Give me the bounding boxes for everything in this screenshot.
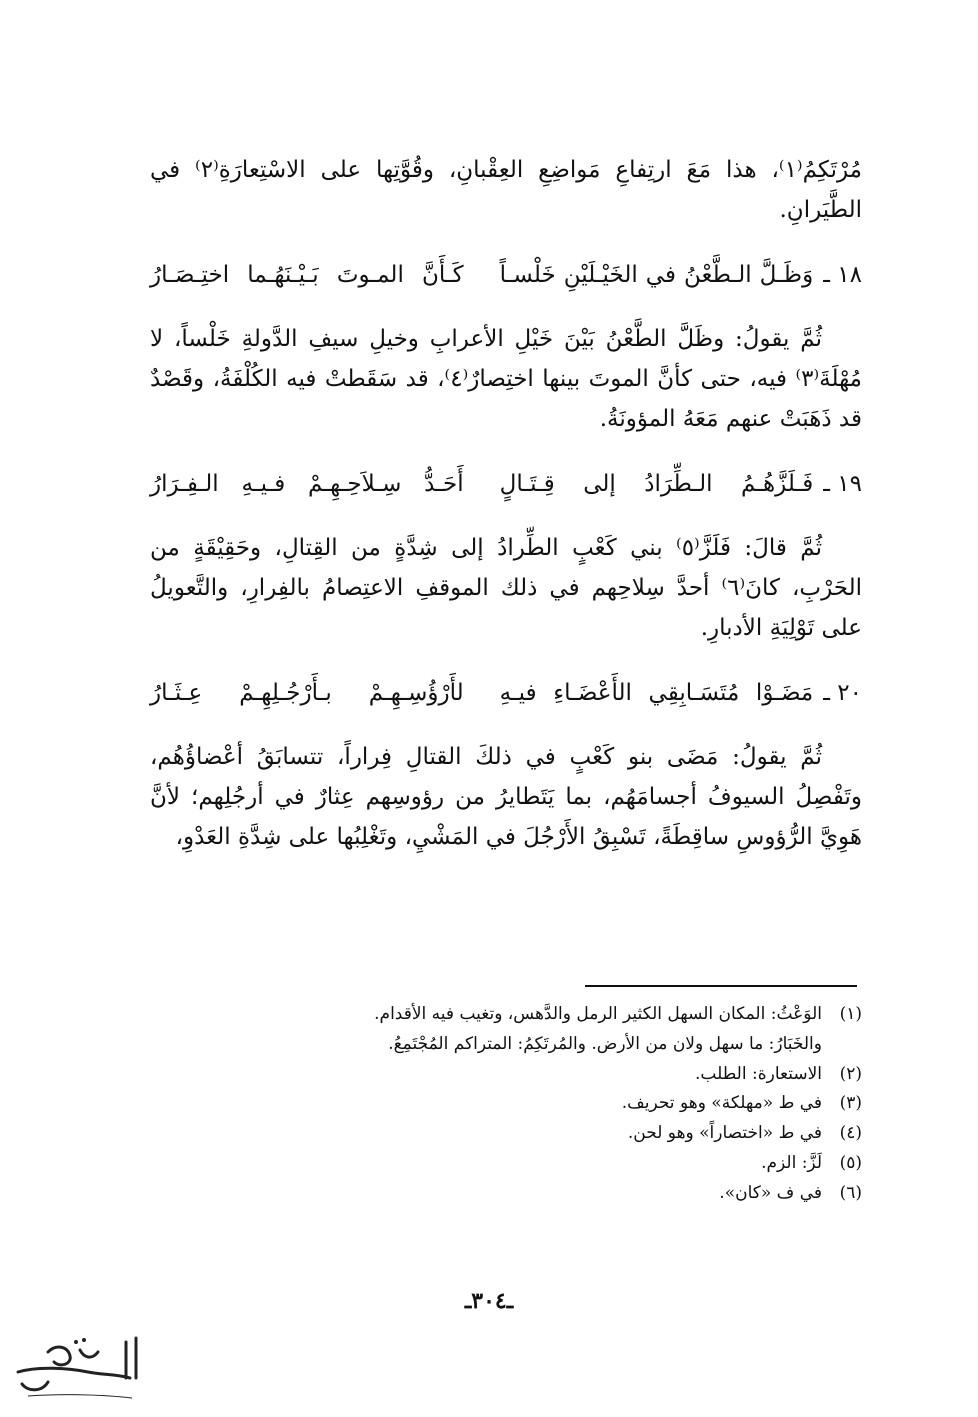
footnote — [150, 1149, 862, 1179]
footnote-text: والخَبَارُ: ما سهل ولان من الأرض. والمُرتَكِمُ: المتراكم المُجْتَمِعُ. — [388, 1033, 822, 1054]
verse-first-hemistich: فَـلَزَّهُـمُ الـطِّرَادُ إلى قِـتَـالٍ — [499, 470, 814, 497]
watermark-logo — [8, 1328, 148, 1406]
verse-20 — [150, 673, 862, 713]
footnote-text: الاستعارة: الطلب. — [695, 1063, 822, 1084]
paragraph: ثُمَّ يقولُ: مَضَى بنو كَعْبٍ في ذلكَ القتالِ فِراراً، تتسابَقُ أعْضاؤُهُم، وتَفْصِلُ السيوفُ أجسامَهُم، بما يَتَطايرُ من رؤوسِهم عِثارٌ في أرجُلِهم؛ لأنَّ هَوِيَّ الرُّؤوسِ ساقِطَةً، تَسْبِقُ الأَرْجُلَ في المَشْيِ، وتَغْلِبُها على شِدَّةِ العَدْوِ، — [150, 743, 862, 851]
footnotes — [150, 1000, 862, 1208]
footnote — [150, 1030, 862, 1060]
footnote-text: في ف «كان». — [719, 1182, 822, 1203]
footnote-number: (٤) — [839, 1123, 862, 1143]
main-text — [150, 150, 862, 882]
verse-number: ١٨ ـ — [823, 261, 862, 288]
footnote-separator — [585, 985, 857, 987]
footnote — [150, 1179, 862, 1209]
verse-second-hemistich: كَـأَنَّ المـوتَ بَـيْـنَهُـما اختِـصَـارُ — [150, 261, 464, 288]
footnote-text: لَزَّ: الزم. — [761, 1152, 822, 1173]
verse-second-hemistich: أَحَـدُّ سِـلاَحِـهِـمْ فـيـهِ الـفِـرَارُ — [150, 470, 464, 497]
paragraph: ثُمَّ قالَ: فَلَزَّ⁽٥⁾ بني كَعْبٍ الطِّرادُ إلى شِدَّةٍ من القِتالِ، وحَقِيْقَةٍ من الحَرْبِ، كانَ⁽٦⁾ أحدَّ سِلاحِهم في ذلك الموقفِ الاعتِصامُ بالفِرارِ، والتَّعويلُ على تَوْلِيَةِ الأدبارِ. — [150, 534, 863, 642]
verse-second-hemistich: لأَرْؤُسِـهِـمْ بـأَرْجُـلِهِـمْ عِـثَـارُ — [150, 679, 464, 706]
verse-18 — [150, 255, 862, 295]
footnote-text: الوَعْثُ: المكان السهل الكثير الرمل والدَّهس، وتغيب فيه الأقدام. — [374, 1004, 822, 1024]
footnote — [150, 1119, 862, 1149]
footnote-number: (٥) — [839, 1152, 862, 1173]
footnote-text: في ط «مهلكة» وهو تحريف. — [621, 1093, 822, 1114]
verse-19 — [150, 464, 862, 504]
footnote — [150, 1000, 862, 1030]
footnote-number: (٣) — [839, 1093, 862, 1114]
footnote-number: (٦) — [839, 1182, 862, 1203]
footnote-number: (١) — [839, 1004, 862, 1024]
page-number: ـ٣٠٤ـ — [464, 1288, 514, 1314]
verse-number: ٢٠ ـ — [823, 679, 862, 706]
footnote-text: في ط «اختصاراً» وهو لحن. — [627, 1123, 822, 1143]
verse-first-hemistich: وَظَـلَّ الـطَّعْنُ في الخَيْـلَيْنِ خَلْسـاً — [499, 261, 814, 288]
verse-first-hemistich: مَضَـوْا مُتَسَـابِقِي الأَعْضَـاءِ فيـهِ — [499, 679, 814, 706]
paragraph: ثُمَّ يقولُ: وظَلَّ الطَّعْنُ بَيْنَ خَيْلِ الأعرابِ وخيلِ سيفِ الدَّولةِ خَلْساً، لا مُهْلَةَ⁽٣⁾ فيه، حتى كأنَّ الموتَ بينها اختِصارٌ⁽٤⁾، قد سَقَطتْ فيه الكُلْفَةُ، وقَصْدٌ قد ذَهَبَتْ عنهم مَعَهُ المؤونَةُ. — [150, 325, 862, 433]
footnote — [150, 1089, 862, 1119]
footnote-number: (٢) — [839, 1063, 862, 1084]
footnote — [150, 1060, 862, 1090]
paragraph: مُرْتَكِمُ⁽١⁾، هذا مَعَ ارتِفاعِ مَواضِعِ العِقْبانِ، وقُوَّتِها على الاسْتِعارَةِ⁽٢⁾ في الطَّيَرانِ. — [150, 157, 862, 224]
verse-number: ١٩ ـ — [823, 470, 862, 497]
